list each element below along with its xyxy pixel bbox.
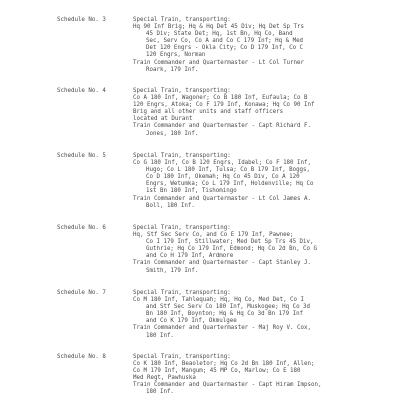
schedule-label: Schedule No. 8: [57, 354, 106, 360]
schedule-line: Special Train, transporting:: [133, 153, 231, 159]
schedule-line: Train Commander and Quartermaster - Lt Col Turner: [133, 59, 305, 66]
schedule-body: [133, 88, 368, 138]
schedule-line: Boll, 180 Inf.: [146, 202, 195, 209]
schedule-body: [133, 290, 368, 340]
schedule-body: [133, 354, 368, 397]
schedule-line: Special Train, transporting:: [133, 225, 231, 231]
schedule-line: Special Train, transporting:: [133, 354, 231, 360]
schedule-line: Engrs, Wetumka; Co L 179 Inf, Holdenville; Hq Co: [146, 181, 314, 188]
schedule-line: Special Train, transporting:: [133, 88, 231, 94]
schedule-line: Hq, Stf Sec Serv Co, and Co E 179 Inf, Pawnee;: [133, 232, 294, 239]
schedule-line: 120 Engrs, Atoka; Co F 179 Inf, Konawa; Hq Co 90 Inf: [133, 102, 315, 109]
schedule-line: Train Commander and Quartermaster - Capt Stanley J.: [133, 260, 311, 267]
schedule-body: [133, 153, 368, 210]
schedule-line: Brig and all other units and staff officers: [133, 109, 284, 116]
schedule-label: Schedule No. 5: [57, 153, 106, 159]
schedule-line: Train Commander and Quartermaster - Capt Hiram Impson,: [133, 382, 322, 389]
schedule-line: 1st Bn 180 Inf, Tishomingo: [146, 188, 237, 195]
schedule-line: Co I 179 Inf, Stillwater; Med Det Sp Trs 45 Div,: [146, 239, 314, 246]
schedule-line: Train Commander and Quartermaster - Lt Col James A.: [133, 195, 311, 202]
schedule-line: Hugo; Co L 180 Inf, Tulsa; Co B 179 Inf, Boggs,: [146, 167, 311, 174]
schedule-line: Co D 180 Inf, Okemah; Hq Co 45 Div, Co A 120: [146, 174, 300, 181]
schedule-line: Hq 90 Inf Brig; Hq & Hq Det 45 Div; Hq Det Sp Trs: [133, 24, 305, 31]
schedule-line: Roark, 179 Inf.: [146, 66, 199, 73]
schedule-line: Train Commander and Quartermaster - Capt Richard F.: [133, 123, 311, 130]
schedule-line: Sec, Serv Co, Co A and Co C 179 Inf; Hq & Med: [146, 38, 304, 45]
schedule-line: Special Train, transporting:: [133, 17, 231, 23]
schedule-label: Schedule No. 3: [57, 17, 106, 23]
schedule-line: Guthrie; Hq Co 179 Inf, Edmond; Hq Co 2d Bn, Co G: [146, 246, 318, 253]
schedule-line: Co M 179 Inf, Mangum; 45 MP Co, Marlow; Co E 180: [133, 368, 301, 375]
schedule-line: Smith, 179 Inf.: [146, 267, 199, 274]
schedule-line: Co K 180 Inf, Beaoletor; Hq Co 2d Bn 180 Inf, Allen;: [133, 361, 315, 368]
schedule-line: Det 120 Engrs - Okla City; Co D 179 Inf, Co C: [146, 45, 304, 52]
schedule-line: Co M 180 Inf, Tahlequah; Hq, Hq Co, Med Det, Co I: [133, 297, 305, 304]
schedule-line: and Co H 179 Inf, Ardmore: [146, 253, 234, 260]
schedule-label: Schedule No. 6: [57, 225, 106, 231]
top-cut-text: - - - -: [150, 0, 174, 3]
schedule-line: Co A 180 Inf, Wagoner; Co B 180 Inf, Eufaula; Co B: [133, 95, 308, 102]
schedule-line: Bn 180 Inf, Boynton; Hq & Hq Co 3d Bn 179 Inf: [146, 311, 304, 318]
schedule-line: 180 Inf.: [146, 389, 174, 396]
schedule-body: [133, 225, 368, 275]
schedule-line: located at Durant: [133, 116, 193, 123]
schedule-line: and Co K 179 Inf, Okmulgee: [146, 318, 237, 325]
schedule-line: 45 Div; State Det; Hq, 1st Bn, Hq Co, Band: [146, 31, 293, 38]
schedule-line: Special Train, transporting:: [133, 290, 231, 296]
schedule-line: Co G 180 Inf, Co B 120 Engrs, Idabel; Co F 180 Inf,: [133, 160, 311, 167]
schedule-label: Schedule No. 4: [57, 88, 106, 94]
schedule-label: Schedule No. 7: [57, 290, 106, 296]
schedule-line: Med Regt, Pawhuska: [133, 375, 196, 382]
schedule-line: 120 Engrs, Norman: [146, 52, 206, 59]
schedule-line: Train Commander and Quartermaster - Maj Roy V. Cox,: [133, 325, 311, 332]
schedule-body: [133, 17, 368, 74]
schedule-line: and Stf Sec Serv Co 180 Inf, Muskogee; Hq Co 3d: [146, 304, 311, 311]
schedule-line: Jones, 180 Inf.: [146, 130, 199, 137]
schedule-line: 180 Inf.: [146, 332, 174, 339]
